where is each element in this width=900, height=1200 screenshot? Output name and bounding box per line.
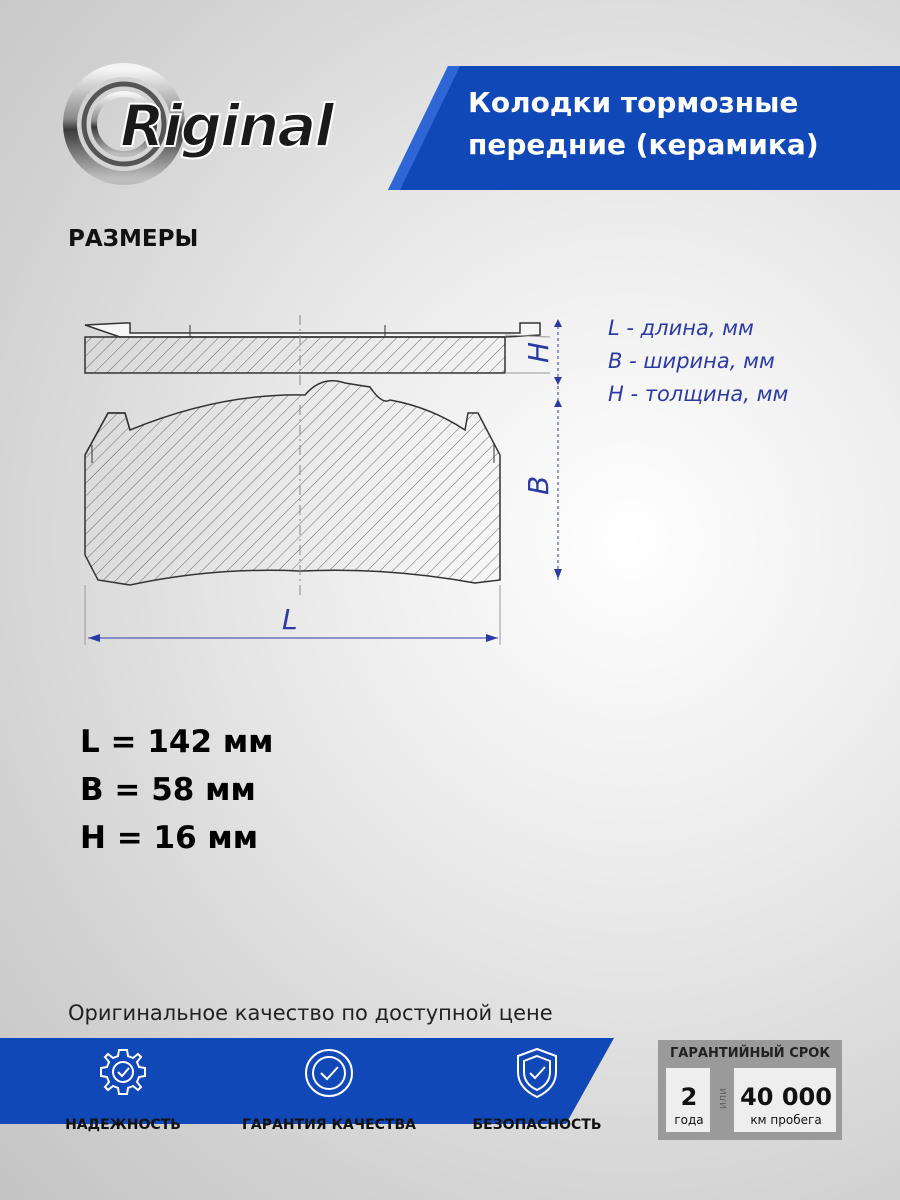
warranty-years-value: 2 <box>680 1083 698 1111</box>
brand-logo <box>62 60 402 190</box>
logo-wordmark: Riginal <box>120 92 333 160</box>
tagline: Оригинальное качество по доступной цене <box>68 1001 553 1025</box>
section-title: РАЗМЕРЫ <box>68 226 199 252</box>
dimension-length: L = 142 мм <box>80 724 274 760</box>
gear-check-icon <box>94 1044 152 1102</box>
title-line-1: Колодки тормозные <box>468 86 799 119</box>
dim-label-b: B <box>522 475 555 495</box>
dimension-thickness: H = 16 мм <box>80 820 259 856</box>
side-view <box>85 315 550 385</box>
circle-check-icon <box>300 1044 358 1102</box>
warranty-years-label: года <box>674 1113 704 1127</box>
legend-length: L - длина, мм <box>608 316 754 340</box>
page-title <box>468 82 888 166</box>
front-view <box>85 381 500 595</box>
dimension-values <box>80 718 274 862</box>
dim-label-l: L <box>282 603 298 636</box>
legend-width: B - ширина, мм <box>608 349 775 373</box>
dim-label-h: H <box>522 341 555 363</box>
warranty-or-label: или <box>716 1087 730 1110</box>
feature-label-quality: ГАРАНТИЯ КАЧЕСТВА <box>242 1117 416 1133</box>
title-line-2: передние (керамика) <box>468 128 819 161</box>
legend-thickness: H - толщина, мм <box>608 382 789 406</box>
feature-label-reliability: НАДЕЖНОСТЬ <box>65 1117 181 1133</box>
dimension-width: B = 58 мм <box>80 772 256 808</box>
warranty-km-label: км пробега <box>750 1113 822 1127</box>
warranty-km-value: 40 000 <box>740 1083 832 1111</box>
feature-label-safety: БЕЗОПАСНОСТЬ <box>472 1117 602 1133</box>
brake-pad-diagram <box>70 295 830 665</box>
warranty-title: ГАРАНТИЙНЫЙ СРОК <box>670 1046 830 1061</box>
shield-check-icon <box>508 1044 566 1102</box>
